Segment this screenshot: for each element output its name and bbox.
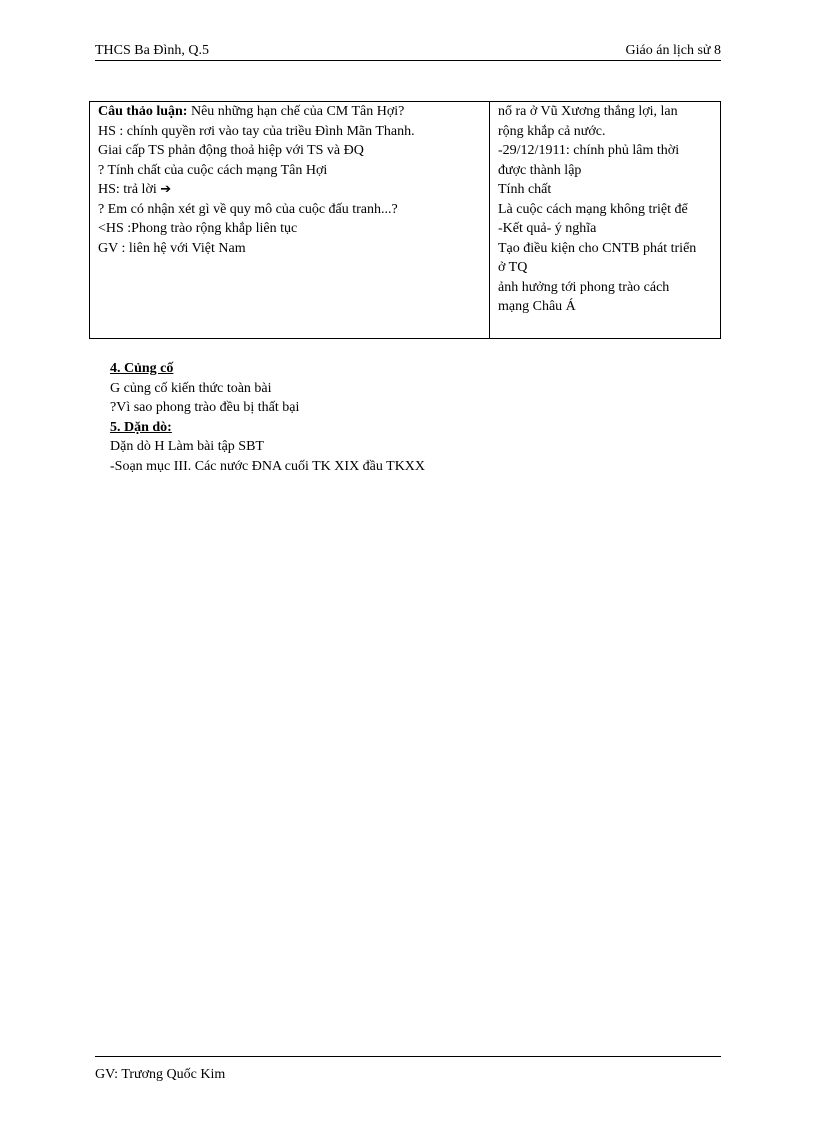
content-line: Tạo điều kiện cho CNTB phát triển [498, 240, 697, 256]
content-line: nổ ra ở Vũ Xương thắng lợi, lan [498, 104, 678, 119]
discussion-question: Câu thảo luận: Nêu những hạn chế của CM Tân Hợi? [98, 104, 405, 119]
arrow-right-icon: ➔ [160, 182, 172, 197]
lesson-closing [110, 359, 425, 476]
content-line: ảnh hưởng tới phong trào cách [498, 279, 670, 295]
content-line: -Kết quả- ý nghĩa [498, 221, 597, 236]
subject-title: Giáo án lịch sử 8 [625, 43, 721, 58]
activity-line: <HS :Phong trào rộng khắp liên tục [98, 221, 298, 236]
teacher-name: GV: Trương Quốc Kim [95, 1067, 226, 1082]
activity-line: ? Em có nhận xét gì về quy mô của cuộc đấu tranh...? [98, 201, 398, 217]
activity-line: GV : liên hệ với Việt Nam [98, 240, 246, 256]
discussion-label: Câu thảo luận: [98, 104, 188, 119]
section-4-line: ?Vì sao phong trào đều bị thất bại [110, 400, 300, 415]
footer-divider [95, 1056, 721, 1057]
school-name: THCS Ba Đình, Q.5 [95, 43, 209, 58]
section-4-line: G củng cố kiến thức toàn bài [110, 380, 272, 396]
activity-line: HS : chính quyền rơi vào tay của triều Đình Mãn Thanh. [98, 123, 415, 139]
activity-column [90, 102, 490, 339]
lesson-table [89, 101, 721, 339]
section-4-heading: 4. Củng cố [110, 361, 174, 376]
section-5-line: -Soạn mục III. Các nước ĐNA cuối TK XIX đầu TKXX [110, 458, 426, 474]
page-header [95, 42, 721, 61]
content-column [490, 102, 721, 339]
content-line: Là cuộc cách mạng không triệt để [498, 201, 688, 217]
content-line: Tính chất [498, 182, 552, 197]
content-line: được thành lập [498, 162, 582, 178]
section-5-line: Dặn dò H Làm bài tập SBT [110, 439, 264, 454]
answer-line: HS: trả lời ➔ [98, 182, 172, 197]
content-line: mạng Châu Á [498, 299, 576, 314]
activity-line: ? Tính chất của cuộc cách mạng Tân Hợi [98, 162, 328, 178]
content-line: ở TQ [498, 260, 528, 275]
section-5-heading: 5. Dặn dò: [110, 419, 172, 435]
activity-line: Giai cấp TS phản động thoả hiệp với TS và ĐQ [98, 143, 364, 158]
content-line: -29/12/1911: chính phủ lâm thời [498, 143, 680, 158]
content-line: rộng khắp cả nước. [498, 123, 606, 139]
